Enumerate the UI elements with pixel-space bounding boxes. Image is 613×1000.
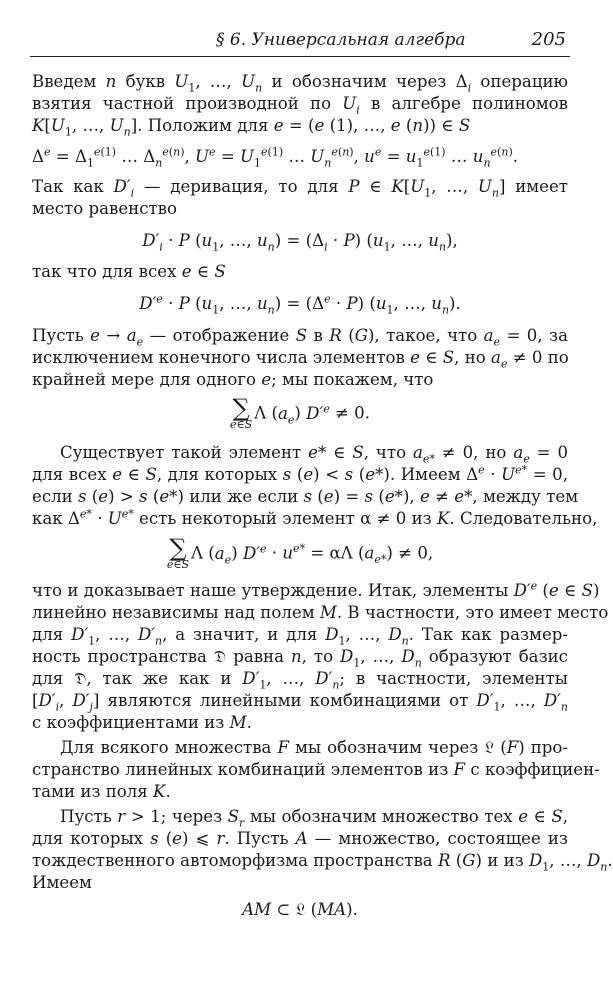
text-line: для 𝔇, так же как и $D'_1$, …, $D'_n$; в частности, элементы (32, 669, 568, 692)
text-line: Пусть $e \to a_e$ — отображение S в R (G), такое, что $a_e = 0$, за (32, 326, 569, 349)
text-line: для всех e ∈ S, для которых s (e) < s (e*). Имеем $\Delta^e \cdot U^{e*} = 0$, (32, 463, 568, 484)
text-line: Введем n букв $U_1$, …, $U_n$ и обозначим через $\Delta_i$ операцию (32, 72, 568, 95)
display-formula: $D'_i \cdot P$ ($u_1$, …, $u_n) = (\Delta_i \cdot P)$ ($u_1$, …, $u_n$), (142, 231, 458, 254)
section-title: § 6. Универсальная алгебра (216, 30, 466, 50)
text-line: для $D'_1$, …, $D'_n$, а значит, и для $D_1$, …, $D_n$. Так как размер- (32, 625, 568, 648)
text-line: Для всякого множества F мы обозначим через 𝔏 (F) про- (60, 738, 569, 757)
text-line: линейно независимы над полем M. В частности, это имеет место (32, 603, 609, 622)
text-line: взятия частной производной по $U_i$ в алгебре полиномов (32, 94, 568, 117)
text-line: тами из поля K. (32, 782, 171, 801)
text-line: как $\Delta^{e*} \cdot U^{e*}$ есть некоторый элемент α ≠ 0 из K. Следовательно, (32, 507, 598, 528)
text-line: Пусть r > 1; через $S_r$ мы обозначим множество тех e ∈ S, (60, 807, 569, 830)
text-line: ность пространства 𝔇 равна n, то $D_1$, …, $D_n$ образуют базис (32, 647, 568, 670)
text-line: если s (e) > s (e*) или же если s (e) = s (e*), e ≠ e*, между тем (32, 487, 579, 506)
formula-line: $\Delta^e = \Delta_1^{e(1)}$ … $\Delta_n^{e(n)}$, $U^e = U_1^{e(1)}$ … $U_n^{e(n)}$, $u^e = u_1^{e(1)}$ … $u_n^{e(n)}$. (32, 145, 519, 170)
text-line: $K[U_1$, …, $U_n$]. Положим для e = (e (1), …, e (n)) ∈ S (32, 116, 471, 139)
text-line: что и доказывает наше утверждение. Итак, элементы $D'^e$ (e ∈ S) (32, 579, 600, 600)
display-formula: ∑ e∈S Λ $(a_e) D'^e \cdot u^{e*} = \alpha\Lambda$ $(a_{e*}) \ne 0$, (166, 534, 434, 571)
display-formula: AM ⊂ 𝔏 (MA). (242, 900, 358, 919)
text-line: исключением конечного числа элементов e ∈ S, но $a_e \ne 0$ по (32, 348, 569, 371)
running-header (30, 28, 570, 57)
text-line: тождественного автоморфизма пространства R (G) и из $D_1$, …, $D_n$. (32, 851, 613, 874)
text-line: Имеем (32, 873, 92, 892)
display-formula: $D'^e \cdot P$ ($u_1$, …, $u_n) = (\Delta^e \cdot P)$ ($u_1$, …, $u_n$). (139, 292, 461, 317)
text-line: [$D'_i$, $D'_j$] являются линейными комбинациями от $D'_1$, …, $D'_n$ (32, 691, 568, 714)
text-line: Существует такой элемент e* ∈ S, что $a_{e*} \ne 0$, но $a_e = 0$ (60, 443, 569, 466)
text-line: крайней мере для одного e; мы покажем, что (32, 370, 434, 389)
page-number: 205 (531, 29, 566, 50)
display-formula: ∑ e∈S Λ $(a_e) D'^e \ne 0$. (230, 394, 370, 431)
text-line: так что для всех e ∈ S (32, 262, 226, 281)
text-line: с коэффициентами из M. (32, 713, 252, 732)
text-line: Так как $D'_i$ — деривация, то для P ∈ $K[U_1$, …, $U_n$] имеет (32, 177, 568, 200)
text-line: место равенство (32, 199, 178, 218)
text-line: странство линейных комбинаций элементов из F с коэффициен- (32, 760, 600, 779)
text-line: для которых s (e) ⩽ r. Пусть A — множество, состоящее из (32, 829, 568, 848)
